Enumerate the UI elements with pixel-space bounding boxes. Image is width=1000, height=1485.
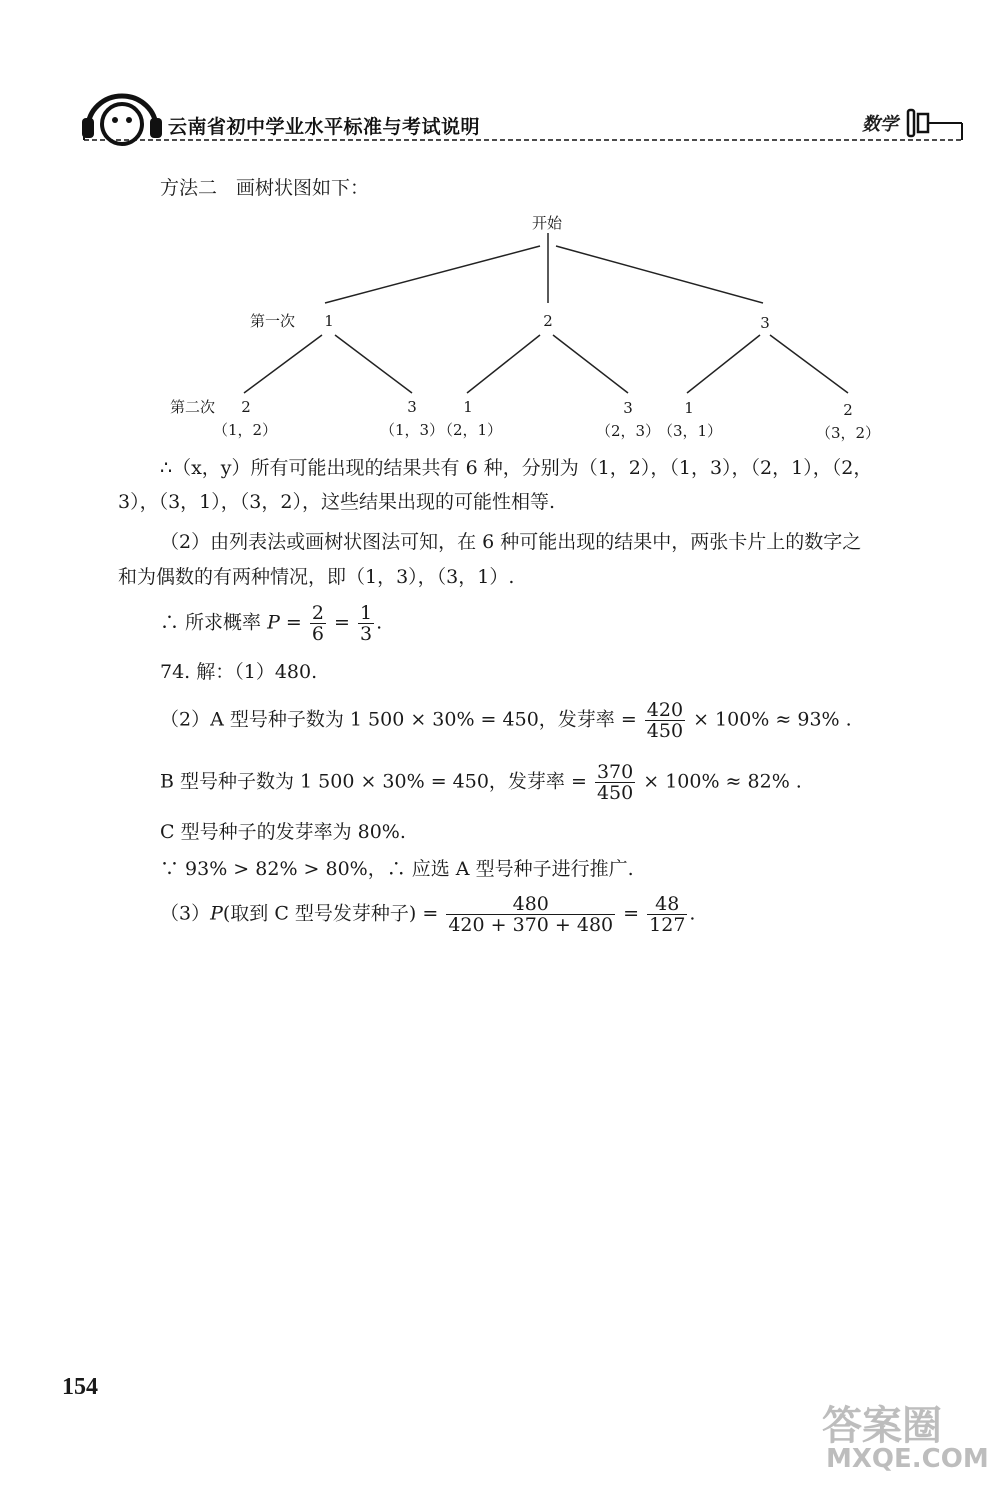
tree-outcome: （1，3） [379, 421, 445, 439]
tree-level2-node: 1 [684, 399, 694, 417]
fraction-denominator: 127 [649, 914, 686, 936]
fraction-numerator: 1 [359, 602, 373, 624]
tree-level2-node: 2 [241, 398, 251, 416]
tree-level2-node: 3 [623, 399, 633, 417]
fraction-numerator: 370 [596, 761, 634, 783]
fraction-numerator: 48 [647, 894, 687, 915]
watermark-url: MXQE.COM [826, 1444, 989, 1474]
part3-var: P [210, 902, 223, 925]
fraction-numerator: 2 [311, 602, 324, 624]
header-rule [80, 128, 965, 144]
fraction-denominator: 3 [359, 623, 373, 645]
header-subject: 数学 [862, 114, 898, 135]
question-74-line: 74. 解：（1）480. [160, 661, 318, 683]
tree-outcome: （2，1） [437, 421, 503, 439]
part3-fraction-1 [446, 894, 615, 935]
part3-end: . [689, 902, 696, 925]
part2-line-2: 和为偶数的有两种情况，即（1，3），（3，1）. [118, 566, 515, 588]
probability-line [160, 603, 382, 644]
fraction-denominator: 6 [311, 623, 324, 645]
edge-3-2 [770, 335, 848, 393]
method2-heading: 方法二 画树状图如下： [160, 177, 370, 199]
result-line-2: 3），（3，1），（3，2），这些结果出现的可能性相等. [118, 491, 555, 513]
prob-eq: = [279, 611, 308, 634]
prob-fraction-1 [310, 603, 326, 644]
tree-level1-node: 1 [324, 312, 334, 330]
tree-level1-label: 第一次 [250, 312, 296, 330]
type-a-prefix: （2）A 型号种子数为 1 500 × 30% = 450，发芽率 = [160, 708, 643, 731]
edge-2-3 [553, 335, 628, 393]
tree-level2-label: 第二次 [170, 398, 216, 416]
type-b-suffix: × 100% ≈ 82% . [637, 770, 802, 793]
prob-eq2: = [327, 611, 356, 634]
edge-root-1 [325, 246, 540, 303]
fraction-numerator: 480 [446, 894, 615, 915]
edge-root-3 [556, 246, 763, 303]
edge-2-1 [467, 335, 540, 393]
fraction-numerator: 420 [646, 699, 684, 721]
fraction-denominator: 420 + 370 + 480 [448, 914, 614, 936]
tree-level1-node: 3 [760, 314, 770, 332]
type-a-fraction [645, 700, 685, 741]
type-c-line: C 型号种子的发芽率为 80%. [160, 821, 406, 843]
tree-level2-node: 3 [407, 398, 417, 416]
tree-root: 开始 [531, 214, 563, 232]
edge-1-2 [244, 335, 322, 393]
type-a-line [160, 700, 852, 741]
prob-end: . [376, 611, 383, 634]
fraction-denominator: 450 [596, 782, 634, 804]
type-b-fraction [595, 762, 635, 803]
tree-outcome: （3，1） [657, 422, 723, 440]
fraction-denominator: 450 [646, 720, 684, 742]
type-b-prefix: B 型号种子数为 1 500 × 30% = 450，发芽率 = [160, 770, 593, 793]
type-b-line [160, 762, 802, 803]
tree-level1-node: 2 [543, 312, 553, 330]
header-title: 云南省初中学业水平标准与考试说明 [168, 116, 481, 138]
watermark-chars: 答案圈 [822, 1403, 942, 1449]
part3-eq: = [617, 902, 646, 925]
tree-outcome: （3，2） [815, 424, 881, 442]
edge-3-1 [687, 335, 760, 393]
part3-prefix: （3） [160, 902, 211, 925]
prob-prefix: ∴ 所求概率 [160, 611, 268, 634]
prob-fraction-2 [358, 603, 374, 644]
edge-1-3 [335, 335, 412, 393]
page-number: 154 [62, 1374, 98, 1400]
tree-outcome: （2，3） [595, 422, 661, 440]
tree-level2-node: 2 [843, 401, 853, 419]
part3-line [160, 894, 695, 935]
part3-event: (取到 C 型号发芽种子) = [222, 902, 445, 925]
part3-fraction-2 [647, 894, 687, 935]
result-line-1: ∴（x，y）所有可能出现的结果共有 6 种，分别为（1，2），（1，3），（2，1），（2， [160, 457, 873, 479]
part2-line-1: （2）由列表法或画树状图法可知，在 6 种可能出现的结果中，两张卡片上的数字之 [160, 531, 862, 553]
tree-diagram [0, 200, 1000, 450]
tree-outcome: （1，2） [212, 421, 278, 439]
comparison-line: ∵ 93% > 82% > 80%，∴ 应选 A 型号种子进行推广. [160, 858, 634, 880]
prob-var: P [267, 611, 280, 634]
type-a-suffix: × 100% ≈ 93% . [687, 708, 852, 731]
tree-level2-node: 1 [463, 398, 473, 416]
